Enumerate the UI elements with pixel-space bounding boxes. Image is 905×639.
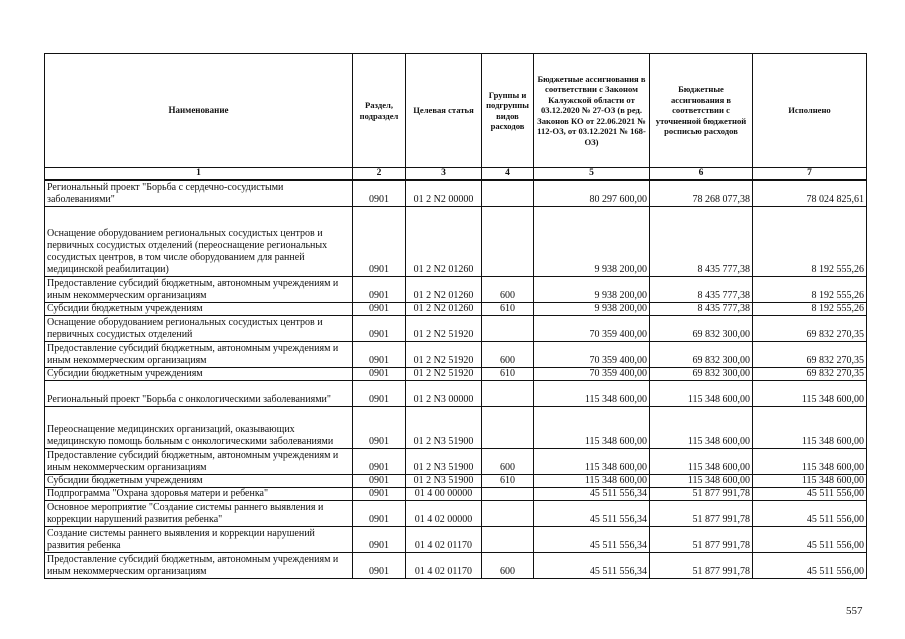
row-assign-law: 115 348 600,00 bbox=[534, 406, 650, 448]
row-assign-refined: 115 348 600,00 bbox=[650, 474, 753, 487]
row-group bbox=[482, 526, 534, 552]
row-group bbox=[482, 380, 534, 406]
row-name: Переоснащение медицинских организаций, оказывающих медицинскую помощь больным с онкологическими заболеваниями bbox=[45, 406, 353, 448]
header-executed: Исполнено bbox=[753, 54, 867, 168]
row-group: 600 bbox=[482, 341, 534, 367]
row-target: 01 2 N2 01260 bbox=[406, 206, 482, 276]
row-executed: 8 192 555,26 bbox=[753, 276, 867, 302]
row-executed: 69 832 270,35 bbox=[753, 367, 867, 380]
row-target: 01 2 N2 01260 bbox=[406, 302, 482, 315]
row-executed: 115 348 600,00 bbox=[753, 474, 867, 487]
row-assign-refined: 8 435 777,38 bbox=[650, 302, 753, 315]
header-group: Группы и подгруппы видов расходов bbox=[482, 54, 534, 168]
row-name: Предоставление субсидий бюджетным, автономным учреждениям и иным некоммерческим организациям bbox=[45, 276, 353, 302]
row-assign-refined: 51 877 991,78 bbox=[650, 526, 753, 552]
row-target: 01 4 02 01170 bbox=[406, 526, 482, 552]
table-row bbox=[45, 276, 867, 302]
table-row bbox=[45, 315, 867, 341]
row-section: 0901 bbox=[353, 487, 406, 500]
row-name: Субсидии бюджетным учреждениям bbox=[45, 367, 353, 380]
header-assign-refined: Бюджетные ассигнования в соответствии с уточненной бюджетной росписью расходов bbox=[650, 54, 753, 168]
row-assign-law: 70 359 400,00 bbox=[534, 315, 650, 341]
row-target: 01 4 00 00000 bbox=[406, 487, 482, 500]
row-group bbox=[482, 180, 534, 206]
column-number-row bbox=[45, 168, 867, 181]
row-assign-law: 115 348 600,00 bbox=[534, 474, 650, 487]
row-name: Региональный проект "Борьба с сердечно-сосудистыми заболеваниями" bbox=[45, 180, 353, 206]
row-name: Субсидии бюджетным учреждениям bbox=[45, 474, 353, 487]
row-target: 01 2 N2 51920 bbox=[406, 341, 482, 367]
row-group: 610 bbox=[482, 474, 534, 487]
row-section: 0901 bbox=[353, 526, 406, 552]
row-section: 0901 bbox=[353, 315, 406, 341]
table-row bbox=[45, 526, 867, 552]
row-group: 610 bbox=[482, 367, 534, 380]
budget-table bbox=[44, 53, 867, 579]
table-row bbox=[45, 341, 867, 367]
row-assign-refined: 78 268 077,38 bbox=[650, 180, 753, 206]
row-name: Субсидии бюджетным учреждениям bbox=[45, 302, 353, 315]
row-assign-law: 45 511 556,34 bbox=[534, 487, 650, 500]
table-row bbox=[45, 302, 867, 315]
row-assign-refined: 51 877 991,78 bbox=[650, 552, 753, 578]
row-assign-refined: 115 348 600,00 bbox=[650, 406, 753, 448]
row-assign-law: 70 359 400,00 bbox=[534, 341, 650, 367]
row-group: 610 bbox=[482, 302, 534, 315]
row-section: 0901 bbox=[353, 341, 406, 367]
page-number: 557 bbox=[846, 605, 863, 617]
row-executed: 115 348 600,00 bbox=[753, 380, 867, 406]
row-section: 0901 bbox=[353, 276, 406, 302]
row-assign-refined: 8 435 777,38 bbox=[650, 206, 753, 276]
row-section: 0901 bbox=[353, 302, 406, 315]
row-executed: 45 511 556,00 bbox=[753, 487, 867, 500]
row-assign-refined: 69 832 300,00 bbox=[650, 367, 753, 380]
row-target: 01 4 02 00000 bbox=[406, 500, 482, 526]
column-number: 2 bbox=[353, 168, 406, 181]
row-assign-law: 45 511 556,34 bbox=[534, 526, 650, 552]
table-row bbox=[45, 552, 867, 578]
row-executed: 8 192 555,26 bbox=[753, 302, 867, 315]
row-assign-refined: 8 435 777,38 bbox=[650, 276, 753, 302]
row-executed: 115 348 600,00 bbox=[753, 406, 867, 448]
header-row bbox=[45, 54, 867, 168]
row-assign-law: 9 938 200,00 bbox=[534, 276, 650, 302]
row-executed: 69 832 270,35 bbox=[753, 315, 867, 341]
row-group bbox=[482, 206, 534, 276]
column-number: 1 bbox=[45, 168, 353, 181]
row-section: 0901 bbox=[353, 474, 406, 487]
row-target: 01 2 N3 51900 bbox=[406, 448, 482, 474]
row-target: 01 4 02 01170 bbox=[406, 552, 482, 578]
row-group bbox=[482, 500, 534, 526]
row-section: 0901 bbox=[353, 500, 406, 526]
table-row bbox=[45, 406, 867, 448]
column-number: 4 bbox=[482, 168, 534, 181]
row-group: 600 bbox=[482, 552, 534, 578]
row-name: Оснащение оборудованием региональных сосудистых центров и первичных сосудистых отделений bbox=[45, 315, 353, 341]
row-assign-law: 80 297 600,00 bbox=[534, 180, 650, 206]
row-section: 0901 bbox=[353, 206, 406, 276]
header-name: Наименование bbox=[45, 54, 353, 168]
row-assign-law: 45 511 556,34 bbox=[534, 552, 650, 578]
row-section: 0901 bbox=[353, 180, 406, 206]
row-target: 01 2 N3 51900 bbox=[406, 474, 482, 487]
row-assign-refined: 115 348 600,00 bbox=[650, 380, 753, 406]
table-row bbox=[45, 448, 867, 474]
row-name: Подпрограмма "Охрана здоровья матери и ребенка" bbox=[45, 487, 353, 500]
header-target: Целевая статья bbox=[406, 54, 482, 168]
row-name: Предоставление субсидий бюджетным, автономным учреждениям и иным некоммерческим организациям bbox=[45, 552, 353, 578]
row-name: Региональный проект "Борьба с онкологическими заболеваниями" bbox=[45, 380, 353, 406]
column-number: 3 bbox=[406, 168, 482, 181]
table-row bbox=[45, 380, 867, 406]
row-group bbox=[482, 406, 534, 448]
row-group bbox=[482, 487, 534, 500]
row-executed: 115 348 600,00 bbox=[753, 448, 867, 474]
row-assign-refined: 115 348 600,00 bbox=[650, 448, 753, 474]
row-target: 01 2 N2 51920 bbox=[406, 315, 482, 341]
column-number: 5 bbox=[534, 168, 650, 181]
row-group: 600 bbox=[482, 448, 534, 474]
table-row bbox=[45, 367, 867, 380]
row-executed: 45 511 556,00 bbox=[753, 500, 867, 526]
row-executed: 45 511 556,00 bbox=[753, 526, 867, 552]
row-name: Предоставление субсидий бюджетным, автономным учреждениям и иным некоммерческим организациям bbox=[45, 448, 353, 474]
row-executed: 45 511 556,00 bbox=[753, 552, 867, 578]
column-number: 6 bbox=[650, 168, 753, 181]
row-section: 0901 bbox=[353, 406, 406, 448]
row-assign-refined: 51 877 991,78 bbox=[650, 500, 753, 526]
row-assign-law: 115 348 600,00 bbox=[534, 380, 650, 406]
row-section: 0901 bbox=[353, 552, 406, 578]
row-assign-law: 45 511 556,34 bbox=[534, 500, 650, 526]
row-executed: 69 832 270,35 bbox=[753, 341, 867, 367]
table-row bbox=[45, 474, 867, 487]
row-assign-law: 115 348 600,00 bbox=[534, 448, 650, 474]
row-assign-law: 9 938 200,00 bbox=[534, 302, 650, 315]
row-assign-refined: 69 832 300,00 bbox=[650, 315, 753, 341]
row-target: 01 2 N3 00000 bbox=[406, 380, 482, 406]
header-section: Раздел, подраздел bbox=[353, 54, 406, 168]
row-target: 01 2 N2 01260 bbox=[406, 276, 482, 302]
row-section: 0901 bbox=[353, 448, 406, 474]
row-name: Основное мероприятие "Создание системы раннего выявления и коррекции нарушений развития ребенка" bbox=[45, 500, 353, 526]
row-name: Оснащение оборудованием региональных сосудистых центров и первичных сосудистых отделений (переоснащение региональных сосудистых центров, в том числе оборудованием для ранней медицинской реабилитации) bbox=[45, 206, 353, 276]
table-row bbox=[45, 180, 867, 206]
table-row bbox=[45, 500, 867, 526]
table-row bbox=[45, 487, 867, 500]
row-assign-law: 70 359 400,00 bbox=[534, 367, 650, 380]
row-target: 01 2 N2 00000 bbox=[406, 180, 482, 206]
column-number: 7 bbox=[753, 168, 867, 181]
row-section: 0901 bbox=[353, 380, 406, 406]
row-name: Создание системы раннего выявления и коррекции нарушений развития ребенка bbox=[45, 526, 353, 552]
row-group: 600 bbox=[482, 276, 534, 302]
row-section: 0901 bbox=[353, 367, 406, 380]
row-target: 01 2 N2 51920 bbox=[406, 367, 482, 380]
row-executed: 8 192 555,26 bbox=[753, 206, 867, 276]
row-assign-refined: 69 832 300,00 bbox=[650, 341, 753, 367]
row-group bbox=[482, 315, 534, 341]
row-executed: 78 024 825,61 bbox=[753, 180, 867, 206]
row-target: 01 2 N3 51900 bbox=[406, 406, 482, 448]
row-name: Предоставление субсидий бюджетным, автономным учреждениям и иным некоммерческим организациям bbox=[45, 341, 353, 367]
header-assign-law: Бюджетные ассигнования в соответствии с Законом Калужской области от 03.12.2020 № 27-ОЗ (в ред. Законов КО от 22.06.2021 № 112-ОЗ, от 03.12.2021 № 168-ОЗ) bbox=[534, 54, 650, 168]
row-assign-law: 9 938 200,00 bbox=[534, 206, 650, 276]
table-row bbox=[45, 206, 867, 276]
row-assign-refined: 51 877 991,78 bbox=[650, 487, 753, 500]
